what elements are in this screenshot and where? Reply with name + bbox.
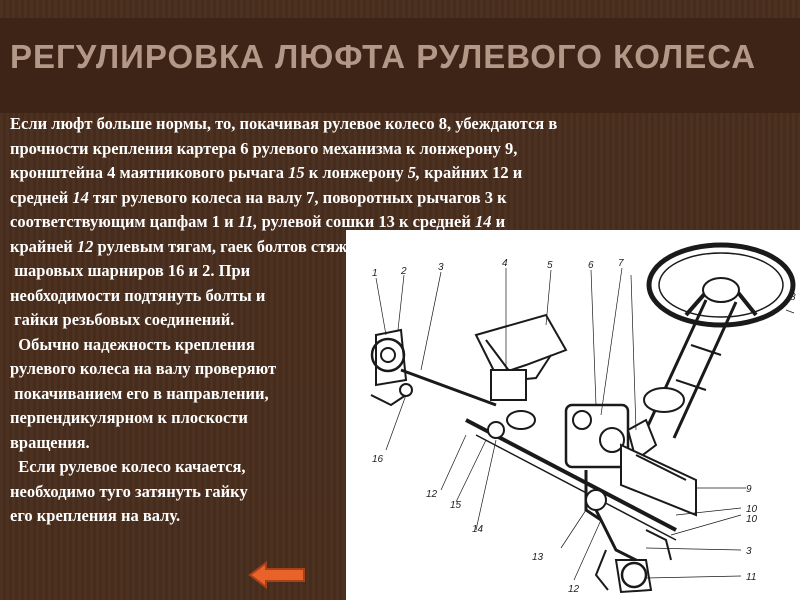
paragraph-line — [10, 112, 770, 137]
text-fragment: прочности крепления картера 6 рулевого механизма к лонжерону 9, — [10, 138, 518, 158]
paragraph-line — [10, 357, 770, 382]
text-fragment: его крепления на валу. — [10, 506, 181, 525]
svg-text:6: 6 — [588, 260, 594, 271]
text-fragment: необходимости подтянуть болты и — [10, 285, 266, 305]
text-fragment: 12 — [76, 236, 94, 256]
paragraph-line — [10, 382, 770, 407]
paragraph-line — [10, 161, 770, 186]
text-fragment: гайки резьбовых соединений. — [10, 310, 235, 329]
paragraph-line — [10, 210, 770, 235]
text-fragment: шаровых шарниров 16 и 2. При — [10, 261, 251, 280]
svg-text:7: 7 — [618, 258, 624, 269]
text-fragment: 10 — [445, 236, 463, 256]
text-fragment: вращения. — [10, 432, 90, 452]
svg-text:11: 11 — [746, 572, 757, 583]
text-fragment: к лонжерону — [304, 163, 408, 182]
paragraph-line — [10, 259, 770, 284]
left-arrow-icon — [248, 561, 308, 589]
text-fragment: средней — [10, 187, 73, 207]
back-arrow-button[interactable] — [248, 561, 308, 589]
svg-text:4: 4 — [502, 258, 508, 269]
svg-text:15: 15 — [450, 500, 462, 511]
svg-text:10: 10 — [746, 514, 758, 525]
paragraph-line — [10, 186, 770, 211]
text-fragment: рулевого колеса на валу проверяют — [10, 359, 277, 378]
text-fragment: Если люфт больше нормы, то, покачивая рулевое колесо 8, убеждаются в — [10, 114, 558, 133]
text-fragment: тяг рулевого колеса на валу 7, поворотных рычагов 3 к — [88, 187, 507, 207]
paragraph-line — [10, 504, 770, 529]
svg-text:3: 3 — [746, 546, 752, 557]
text-fragment: 14 — [475, 212, 492, 231]
paragraph-line — [10, 137, 770, 162]
svg-text:3: 3 — [438, 262, 444, 273]
text-fragment: и гаек пальцев — [462, 236, 579, 256]
svg-text:9: 9 — [746, 484, 752, 495]
text-fragment: крайних 12 и — [420, 163, 523, 182]
paragraph-line — [10, 406, 770, 431]
svg-text:10: 10 — [746, 504, 758, 515]
text-fragment: рулевой сошки 13 к средней — [257, 212, 475, 231]
svg-text:16: 16 — [372, 454, 384, 465]
paragraph-line — [10, 480, 770, 505]
slide-body-text — [10, 112, 770, 529]
svg-text:2: 2 — [401, 266, 407, 277]
svg-text:8: 8 — [790, 292, 796, 303]
slide-title: РЕГУЛИРОВКА ЛЮФТА РУЛЕВОГО КОЛЕСА — [10, 38, 757, 75]
text-fragment: 14 — [72, 187, 89, 207]
svg-text:5: 5 — [547, 260, 553, 271]
text-fragment: соответствующим цапфам 1 и — [10, 212, 238, 231]
text-fragment: Обычно надежность крепления — [10, 334, 255, 354]
svg-text:14: 14 — [472, 524, 484, 535]
paragraph-line — [10, 235, 770, 260]
text-fragment: необходимо туго затянуть гайку — [10, 481, 248, 501]
svg-text:12: 12 — [568, 584, 580, 595]
svg-text:13: 13 — [532, 552, 544, 563]
text-fragment: рулевым тягам, гаек болтов стяжных хомутов — [93, 236, 446, 256]
text-fragment: 11, — [237, 212, 258, 231]
text-fragment: 15 — [288, 163, 305, 182]
text-fragment: Если рулевое колесо качается, — [10, 457, 246, 476]
text-fragment: 5, — [407, 163, 421, 182]
paragraph-line — [10, 333, 770, 358]
text-fragment: покачиванием его в направлении, — [10, 383, 269, 403]
paragraph-line — [10, 431, 770, 456]
svg-text:1: 1 — [372, 268, 378, 279]
paragraph-line — [10, 455, 770, 480]
text-fragment: кронштейна 4 маятникового рычага — [10, 163, 289, 182]
text-fragment: перпендикулярном к плоскости — [10, 408, 248, 427]
svg-text:12: 12 — [426, 489, 438, 500]
text-fragment: крайней — [10, 236, 77, 256]
text-fragment: и — [491, 212, 506, 231]
paragraph-line — [10, 284, 770, 309]
paragraph-line — [10, 308, 770, 333]
